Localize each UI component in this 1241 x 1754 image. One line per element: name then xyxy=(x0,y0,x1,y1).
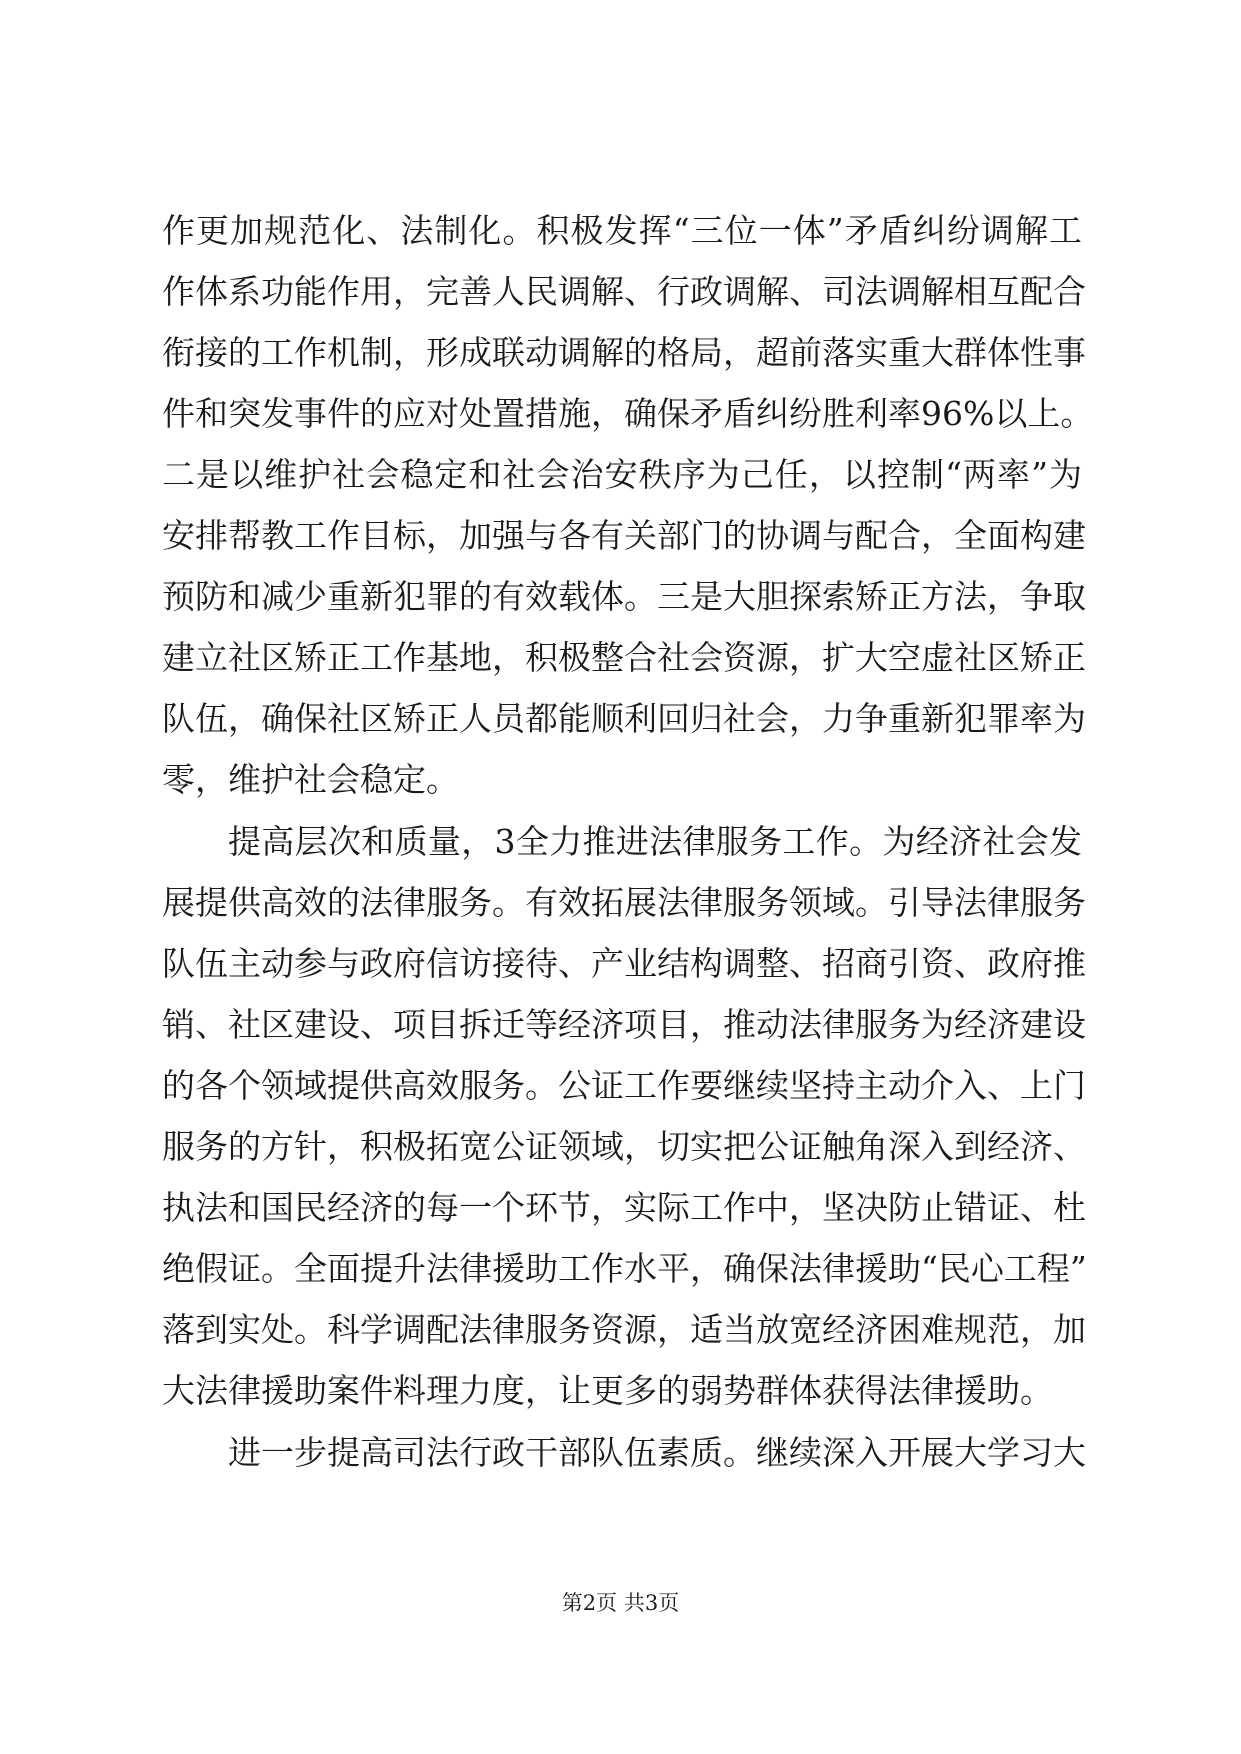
body-text-line: 服务的方针，积极拓宽公证领域，切实把公证触角深入到经济、 xyxy=(162,1127,1086,1166)
body-text-line: 落到实处。科学调配法律服务资源，适当放宽经济困难规范，加 xyxy=(162,1310,1086,1349)
body-text-line: 件和突发事件的应对处置措施，确保矛盾纠纷胜利率96%以上。 xyxy=(162,394,1094,433)
body-text-line: 作体系功能作用，完善人民调解、行政调解、司法调解相互配合 xyxy=(162,272,1086,311)
body-text-line: 队伍，确保社区矫正人员都能顺利回归社会，力争重新犯罪率为 xyxy=(162,699,1086,738)
body-text-line: 的各个领域提供高效服务。公证工作要继续坚持主动介入、上门 xyxy=(162,1066,1086,1105)
body-text-line: 安排帮教工作目标，加强与各有关部门的协调与配合，全面构建 xyxy=(162,516,1086,555)
body-text-line: 衔接的工作机制，形成联动调解的格局，超前落实重大群体性事 xyxy=(162,333,1086,372)
body-text-line: 零，维护社会稳定。 xyxy=(162,760,459,799)
page-footer: 第2页 共3页 xyxy=(561,1591,680,1615)
paragraph-first-line: 进一步提高司法行政干部队伍素质。继续深入开展大学习大 xyxy=(228,1433,1086,1472)
body-text-line: 二是以维护社会稳定和社会治安秩序为己任，以控制“两率”为 xyxy=(162,455,1082,494)
body-text-line: 绝假证。全面提升法律援助工作水平，确保法律援助“民心工程” xyxy=(162,1249,1087,1288)
body-text-line: 作更加规范化、法制化。积极发挥“三位一体”矛盾纠纷调解工 xyxy=(162,211,1082,250)
body-text-line: 展提供高效的法律服务。有效拓展法律服务领域。引导法律服务 xyxy=(162,883,1086,922)
body-text-line: 预防和减少重新犯罪的有效载体。三是大胆探索矫正方法，争取 xyxy=(162,577,1086,616)
paragraph-first-line: 提高层次和质量，3全力推进法律服务工作。为经济社会发 xyxy=(228,822,1082,861)
body-text-line: 销、社区建设、项目拆迁等经济项目，推动法律服务为经济建设 xyxy=(162,1005,1086,1044)
body-text-line: 大法律援助案件料理力度，让更多的弱势群体获得法律援助。 xyxy=(162,1371,1053,1410)
body-text-line: 执法和国民经济的每一个环节，实际工作中，坚决防止错证、杜 xyxy=(162,1188,1086,1227)
body-text-line: 队伍主动参与政府信访接待、产业结构调整、招商引资、政府推 xyxy=(162,944,1086,983)
body-text-line: 建立社区矫正工作基地，积极整合社会资源，扩大空虚社区矫正 xyxy=(162,638,1086,677)
